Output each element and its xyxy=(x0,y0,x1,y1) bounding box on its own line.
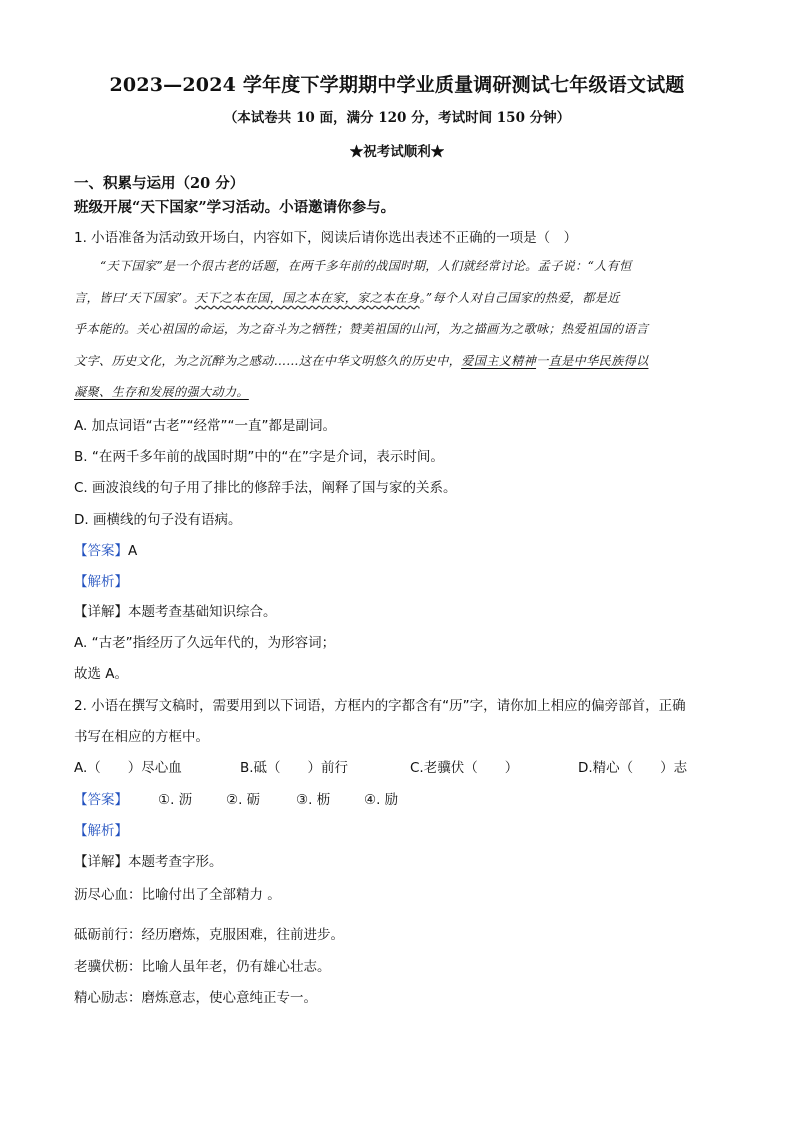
meaning-line: 精心励志：磨炼意志，使心意纯正专一。 xyxy=(74,990,317,1006)
option-c: C. 画波浪线的句子用了排比的修辞手法，阐释了国与家的关系。 xyxy=(74,480,457,496)
answer-label: 【答案】 xyxy=(74,543,128,559)
answer-item: ①. 沥 xyxy=(158,792,193,808)
meaning-line: 砥砺前行：经历磨炼，克服困难，往前进步。 xyxy=(74,927,344,943)
option-d: D. 画横线的句子没有语病。 xyxy=(74,512,242,528)
option-c: C.老骥伏（ ） xyxy=(410,760,519,776)
detail-label: 【详解】 xyxy=(74,604,128,620)
question-2-stem-cont: 书写在相应的方框中。 xyxy=(74,729,209,745)
passage-line: “天下国家”是一个很古老的话题，在两千多年前的战国时期，人们就经常讨论。孟子说：“人有恒 xyxy=(100,259,632,273)
analysis-label: 【解析】 xyxy=(74,823,128,839)
answer-value: A xyxy=(128,543,138,559)
detail-line: 【详解】本题考查字形。 xyxy=(74,854,223,870)
answer-line xyxy=(74,539,137,559)
underlined-sentence: 爱国主义精神 xyxy=(461,354,537,368)
detail-label: 【详解】 xyxy=(74,854,128,870)
underlined-sentence: 直是中华民族得以 xyxy=(548,354,649,368)
exam-info: （本试卷共 10 面，满分 120 分，考试时间 150 分钟） xyxy=(223,110,571,126)
answer-label: 【答案】 xyxy=(74,792,128,808)
page-title: 2023—2024 学年度下学期期中学业质量调研测试七年级语文试题 xyxy=(109,74,685,96)
detail-line: 【详解】本题考查基础知识综合。 xyxy=(74,604,277,620)
passage-line xyxy=(74,383,249,400)
good-luck-line: ★祝考试顺利★ xyxy=(349,144,445,160)
conclusion-line: 故选 A。 xyxy=(74,666,129,682)
option-a: A.（ ）尽心血 xyxy=(74,760,182,776)
question-2-options xyxy=(0,756,794,776)
meaning-line: 老骥伏枥：比喻人虽年老，仍有雄心壮志。 xyxy=(74,959,331,975)
question-1-stem: 1. 小语准备为活动致开场白，内容如下，阅读后请你选出表述不正确的一项是（ ） xyxy=(74,230,578,246)
question-2-answer xyxy=(0,788,794,808)
section-intro: 班级开展“天下国家”学习活动。小语邀请你参与。 xyxy=(74,199,396,216)
wavy-underlined-sentence: 天下之本在国，国之本在家，家之本在身 xyxy=(194,291,420,305)
meaning-line: 沥尽心血：比喻付出了全部精力 。 xyxy=(74,887,281,903)
option-b: B.砥（ ）前行 xyxy=(240,760,349,776)
answer-item: ③. 枥 xyxy=(296,792,331,808)
passage-line: 文字、历史文化，为之沉醉为之感动……这在中华文明悠久的历史中，爱国主义精神一直是中华民族得以 xyxy=(74,354,649,368)
option-d: D.精心（ ）志 xyxy=(578,760,688,776)
explanation-line: A. “古老”指经历了久远年代的，为形容词； xyxy=(74,635,336,651)
passage-line: 乎本能的。关心祖国的命运，为之奋斗为之牺牲；赞美祖国的山河，为之描画为之歌咏；热爱祖国的语言 xyxy=(74,322,649,336)
option-b: B. “在两千多年前的战国时期”中的“在”字是介词，表示时间。 xyxy=(74,449,444,465)
analysis-label: 【解析】 xyxy=(74,574,128,590)
answer-item: ②. 砺 xyxy=(226,792,261,808)
underlined-sentence: 凝聚、生存和发展的强大动力。 xyxy=(74,385,249,399)
passage-line: 言，皆曰‘天下国家’。天下之本在国，国之本在家，家之本在身。”每个人对自己国家的热爱，都是近 xyxy=(74,291,620,305)
answer-item: ④. 励 xyxy=(364,792,399,808)
question-2-stem: 2. 小语在撰写文稿时，需要用到以下词语，方框内的字都含有“历”字，请你加上相应的偏旁部首，正确 xyxy=(74,698,686,714)
option-a: A. 加点词语“古老”“经常”“一直”都是副词。 xyxy=(74,418,337,434)
section-heading: 一、积累与运用（20 分） xyxy=(74,175,245,192)
